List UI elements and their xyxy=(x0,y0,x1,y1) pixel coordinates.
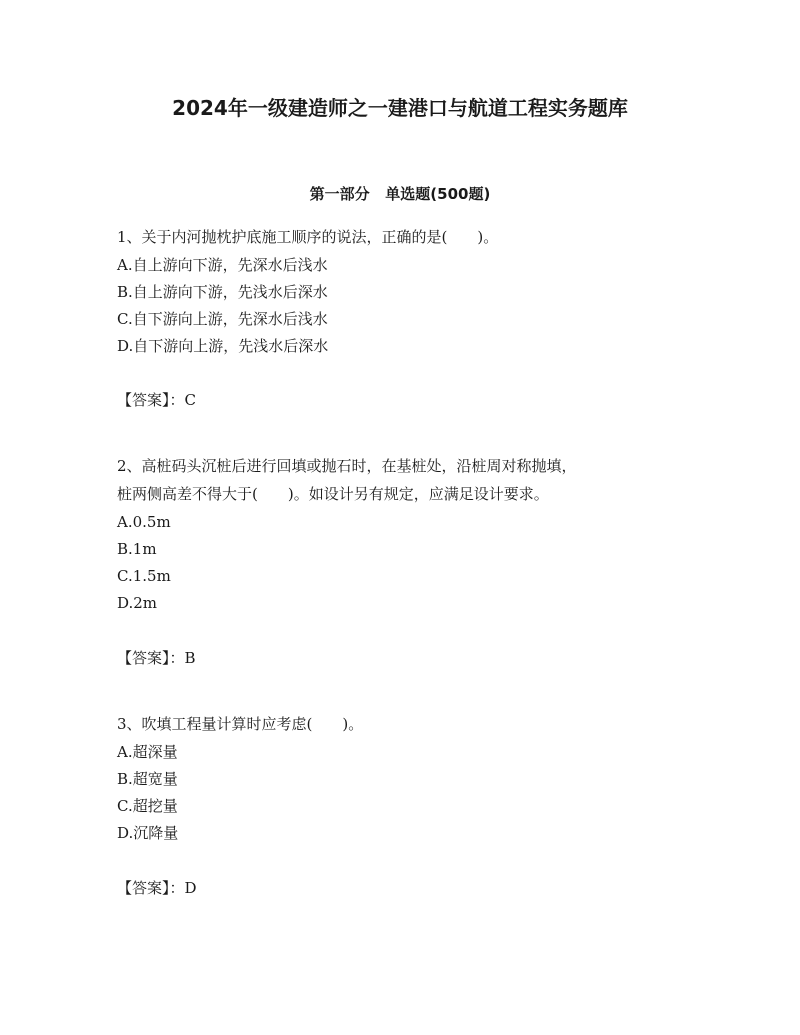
option-b: B.超宽量 xyxy=(117,770,178,788)
question-stem-line: 桩两侧高差不得大于( )。如设计另有规定，应满足设计要求。 xyxy=(117,485,549,503)
option-b: B.1m xyxy=(117,540,157,558)
option-d: D.自下游向上游，先浅水后深水 xyxy=(117,337,329,355)
answer-line: 【答案】：B xyxy=(117,649,196,667)
answer-line: 【答案】：C xyxy=(117,391,196,409)
question-stem-line: 3、吹填工程量计算时应考虑( )。 xyxy=(117,715,364,733)
option-c: C.1.5m xyxy=(117,567,171,585)
option-d: D.2m xyxy=(117,594,158,612)
option-d: D.沉降量 xyxy=(117,824,179,842)
option-a: A.0.5m xyxy=(117,513,171,531)
option-c: C.自下游向上游，先深水后浅水 xyxy=(117,310,328,328)
option-a: A.自上游向下游，先深水后浅水 xyxy=(117,256,328,274)
option-c: C.超挖量 xyxy=(117,797,178,815)
option-b: B.自上游向下游，先浅水后深水 xyxy=(117,283,328,301)
question-stem-line: 2、高桩码头沉桩后进行回填或抛石时，在基桩处，沿桩周对称抛填， xyxy=(117,457,577,475)
question-stem-line: 1、关于内河抛枕护底施工顺序的说法，正确的是( )。 xyxy=(117,228,499,246)
option-a: A.超深量 xyxy=(117,743,178,761)
answer-line: 【答案】：D xyxy=(117,879,197,897)
section-title: 第一部分 单选题(500题) xyxy=(309,185,491,203)
document-title: 2024年一级建造师之一建港口与航道工程实务题库 xyxy=(172,96,628,120)
